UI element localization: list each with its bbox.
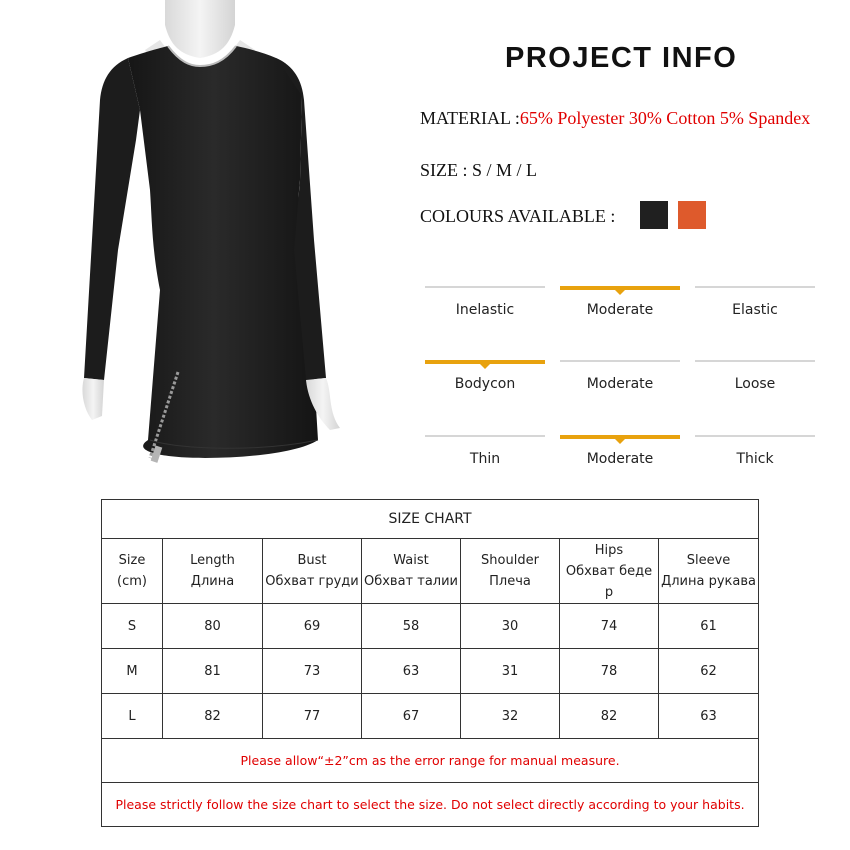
rating-option xyxy=(695,286,815,326)
header-text: Плеча xyxy=(489,574,531,589)
size-chart-header-row xyxy=(102,539,759,604)
rating-bar xyxy=(695,286,815,288)
colour-swatch-orange xyxy=(678,201,706,229)
size-chart-header-cell xyxy=(560,539,659,604)
measurement-cell: 69 xyxy=(263,604,362,649)
rating-label: Loose xyxy=(734,376,776,392)
measurement-cell: 63 xyxy=(659,694,759,739)
size-cell: M xyxy=(102,649,163,694)
measurement-cell: 73 xyxy=(263,649,362,694)
header-text: Длина xyxy=(190,574,235,589)
measurement-cell: 32 xyxy=(461,694,560,739)
header-text: Shoulder xyxy=(481,553,539,568)
measurement-cell: 82 xyxy=(163,694,263,739)
size-cell: S xyxy=(102,604,163,649)
product-photo xyxy=(0,0,395,470)
project-info-title: PROJECT INFO xyxy=(505,42,738,74)
colour-swatch-black xyxy=(640,201,668,229)
header-text: Длина рукава xyxy=(661,574,756,589)
measurement-cell: 63 xyxy=(362,649,461,694)
size-chart-table xyxy=(101,499,759,827)
rating-bar xyxy=(425,435,545,437)
rating-bar xyxy=(695,435,815,437)
rating-pointer-icon xyxy=(614,438,626,444)
rating-option xyxy=(425,360,545,400)
rating-label: Elastic xyxy=(732,302,778,318)
size-chart-header-cell xyxy=(461,539,560,604)
measurement-cell: 82 xyxy=(560,694,659,739)
rating-option xyxy=(425,435,545,475)
header-text: Waist xyxy=(393,553,429,568)
measurement-cell: 62 xyxy=(659,649,759,694)
rating-label: Moderate xyxy=(586,451,654,467)
measurement-cell: 61 xyxy=(659,604,759,649)
rating-option xyxy=(560,360,680,400)
measurement-cell: 31 xyxy=(461,649,560,694)
size-line: SIZE : S / M / L xyxy=(420,160,538,180)
header-text: (cm) xyxy=(117,574,147,589)
rating-option xyxy=(695,435,815,475)
rating-option xyxy=(695,360,815,400)
header-text: Length xyxy=(190,553,235,568)
table-row xyxy=(102,649,759,694)
header-text: Обхват груди xyxy=(265,574,359,589)
measurement-cell: 78 xyxy=(560,649,659,694)
header-text: Обхват беде xyxy=(565,563,653,579)
size-chart-header-cell xyxy=(362,539,461,604)
colours-label: COLOURS AVAILABLE : xyxy=(420,206,616,226)
rating-label: Moderate xyxy=(586,302,654,318)
table-row xyxy=(102,694,759,739)
measurement-cell: 58 xyxy=(362,604,461,649)
rating-option xyxy=(560,435,680,475)
rating-label: Moderate xyxy=(586,376,654,392)
size-cell: L xyxy=(102,694,163,739)
measurement-cell: 77 xyxy=(263,694,362,739)
size-chart-title: SIZE CHART xyxy=(102,500,759,539)
header-text: Size xyxy=(118,553,146,568)
measurement-cell: 30 xyxy=(461,604,560,649)
measurement-cell: 80 xyxy=(163,604,263,649)
rating-label: Thick xyxy=(736,451,774,467)
header-text: Hips xyxy=(594,542,624,558)
rating-label: Inelastic xyxy=(455,302,515,318)
table-row xyxy=(102,604,759,649)
size-chart-header-cell xyxy=(102,539,163,604)
measurement-cell: 74 xyxy=(560,604,659,649)
measure-error-note: Please allow“±2”cm as the error range for manual measure. xyxy=(102,739,759,783)
rating-option xyxy=(560,286,680,326)
size-chart-header-cell xyxy=(263,539,362,604)
header-text: Bust xyxy=(297,553,327,568)
rating-label: Thin xyxy=(469,451,501,467)
header-text: Sleeve xyxy=(686,553,731,568)
rating-bar xyxy=(425,286,545,288)
measurement-cell: 81 xyxy=(163,649,263,694)
measurement-cell: 67 xyxy=(362,694,461,739)
size-chart-header-cell xyxy=(659,539,759,604)
rating-pointer-icon xyxy=(614,289,626,295)
rating-bar xyxy=(560,360,680,362)
material-line xyxy=(420,108,810,129)
material-label: MATERIAL : xyxy=(420,108,520,128)
material-value: 65% Polyester 30% Cotton 5% Spandex xyxy=(519,108,811,128)
rating-pointer-icon xyxy=(479,363,491,369)
rating-label: Bodycon xyxy=(454,376,516,392)
size-selection-note: Please strictly follow the size chart to select the size. Do not select directly according to your habits. xyxy=(102,783,759,827)
header-text: р xyxy=(604,584,614,600)
size-chart-header-cell xyxy=(163,539,263,604)
header-text: Обхват талии xyxy=(363,574,459,589)
rating-bar xyxy=(695,360,815,362)
rating-option xyxy=(425,286,545,326)
